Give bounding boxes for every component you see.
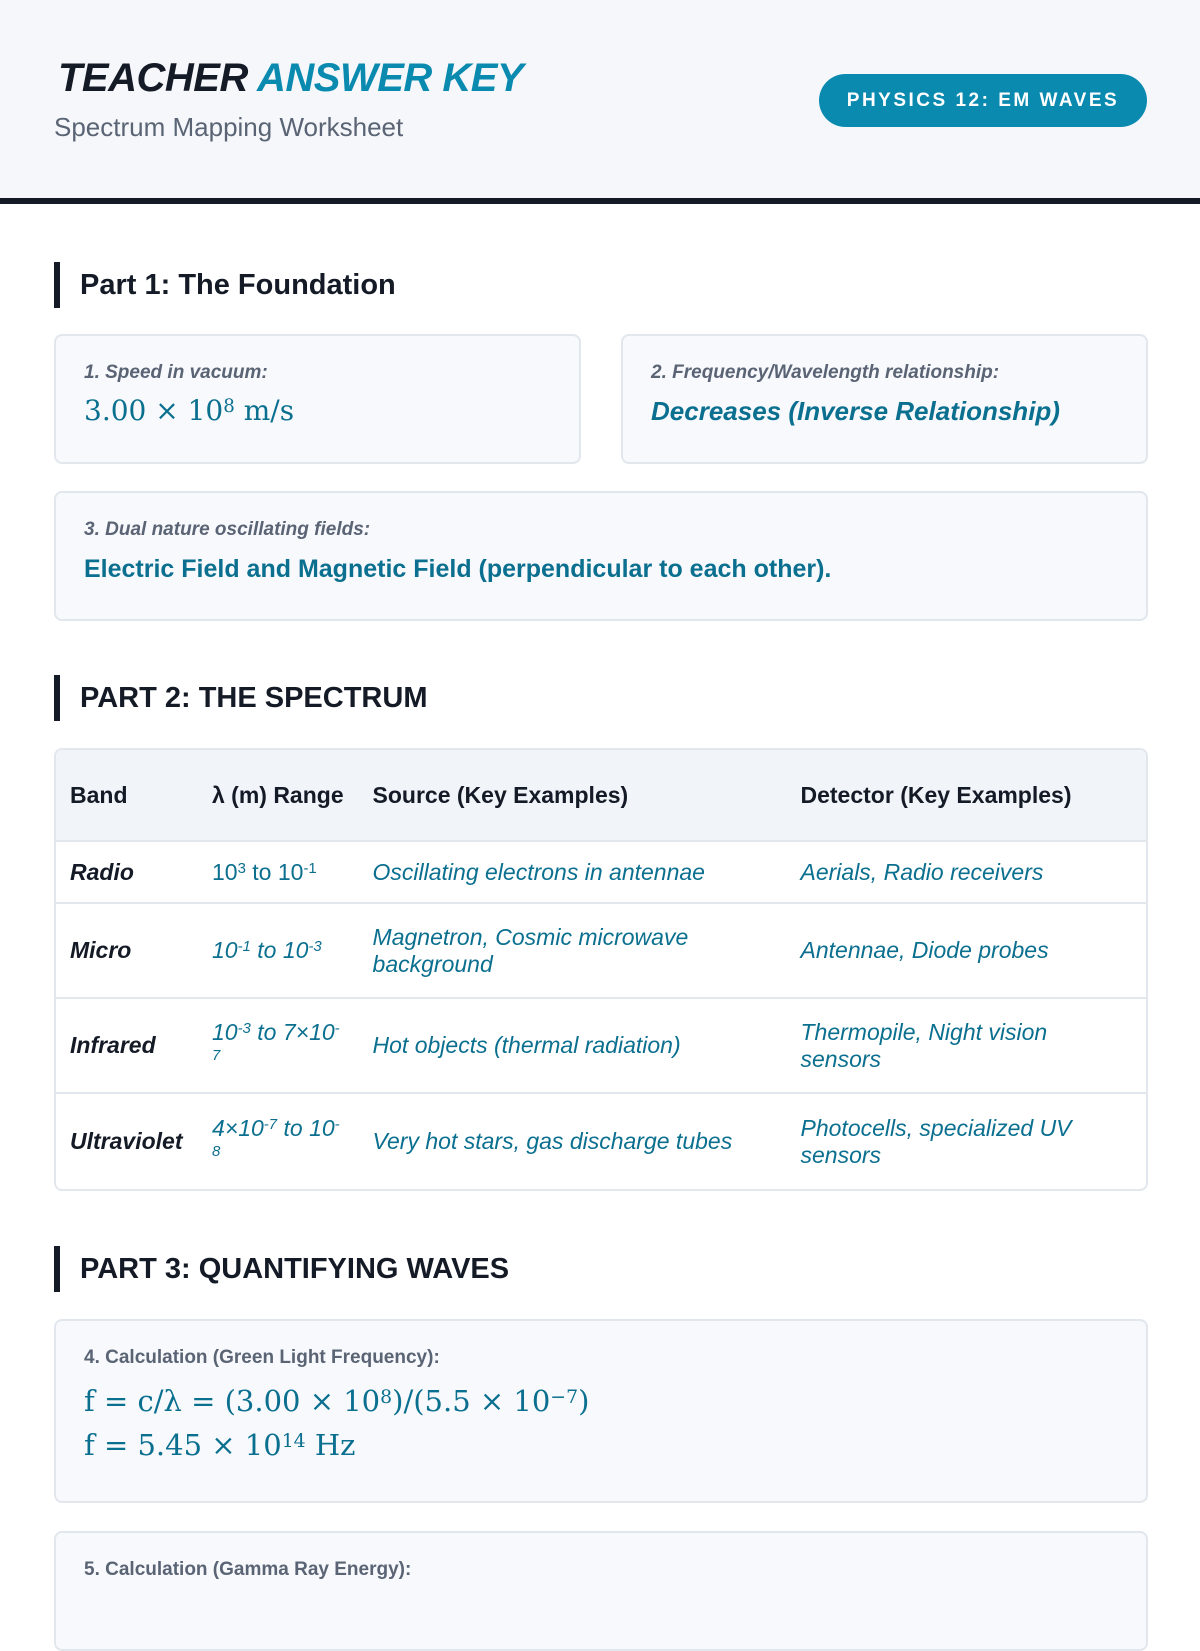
q5-card — [54, 1531, 1148, 1651]
q5-label: 5. Calculation (Gamma Ray Energy): — [84, 1559, 412, 1580]
q2-answer: Decreases (Inverse Relationship) — [651, 396, 1060, 426]
table-row — [56, 904, 1146, 999]
q2-card — [621, 334, 1148, 464]
detector-cell: Aerials, Radio receivers — [787, 842, 1147, 904]
detector-cell: Photocells, specialized UV sensors — [800, 1114, 1072, 1168]
table-row — [56, 999, 1146, 1094]
title-answer-key: ANSWER KEY — [256, 56, 524, 100]
band-cell: Radio — [56, 842, 198, 904]
source-cell: Very hot stars, gas discharge tubes — [372, 1128, 733, 1154]
q1-label: 1. Speed in vacuum: — [84, 362, 268, 383]
table-header-row — [56, 750, 1146, 842]
q4-line2: $f = 5.45 \times 10^{14}$ Hz — [84, 1428, 356, 1462]
range-cell: $4\times 10^{-7}$ to $10^{-8}$ — [211, 1114, 340, 1160]
q3-label: 3. Dual nature oscillating fields: — [84, 519, 371, 540]
detector-cell: Thermopile, Night vision sensors — [787, 999, 1147, 1094]
spectrum-table — [54, 748, 1148, 1191]
col-band: Band — [56, 750, 198, 842]
q4-line1: $f = c/\lambda = (3.00 \times 10^8)/(5.5 \times 10^{-7})$ — [84, 1384, 590, 1418]
col-range: λ (m) Range — [198, 750, 359, 842]
q4-label: 4. Calculation (Green Light Frequency): — [84, 1347, 440, 1368]
q1-card — [54, 334, 581, 464]
band-cell: Ultraviolet — [70, 1128, 183, 1154]
q1-unit: m/s — [234, 394, 295, 427]
col-source: Source (Key Examples) — [359, 750, 787, 842]
q2-label: 2. Frequency/Wavelength relationship: — [651, 362, 1000, 383]
page-header — [0, 0, 1200, 204]
table-row — [56, 1094, 1146, 1189]
part1-heading: Part 1: The Foundation — [54, 262, 396, 308]
q3-answer: Electric Field and Magnetic Field (perpendicular to each other). — [84, 555, 832, 583]
course-badge: PHYSICS 12: EM WAVES — [819, 74, 1147, 127]
band-cell: Infrared — [56, 999, 198, 1094]
source-cell: Magnetron, Cosmic microwave background — [359, 904, 787, 999]
title-teacher: TEACHER — [58, 56, 248, 100]
col-detector: Detector (Key Examples) — [787, 750, 1147, 842]
page-subtitle: Spectrum Mapping Worksheet — [54, 112, 404, 142]
source-cell: Oscillating electrons in antennae — [359, 842, 787, 904]
part3-heading: PART 3: QUANTIFYING WAVES — [54, 1246, 509, 1292]
range-cell: $10^{-3}$ to $7\times 10^{-7}$ — [198, 999, 359, 1094]
range-cell: $10^{-1}$ to $10^{-3}$ — [198, 904, 359, 999]
page-title — [58, 56, 523, 101]
band-cell: Micro — [56, 904, 198, 999]
source-cell: Hot objects (thermal radiation) — [359, 999, 787, 1094]
part2-heading: PART 2: THE SPECTRUM — [54, 675, 427, 721]
range-cell: $10^3$ to $10^{-1}$ — [198, 842, 359, 904]
q1-mantissa: 3.00 × 10 — [84, 394, 224, 427]
q1-exponent: 8 — [223, 395, 235, 417]
detector-cell: Antennae, Diode probes — [787, 904, 1147, 999]
q1-answer — [84, 394, 551, 427]
table-row — [56, 842, 1146, 904]
q3-card — [54, 491, 1148, 621]
q4-card — [54, 1319, 1148, 1503]
